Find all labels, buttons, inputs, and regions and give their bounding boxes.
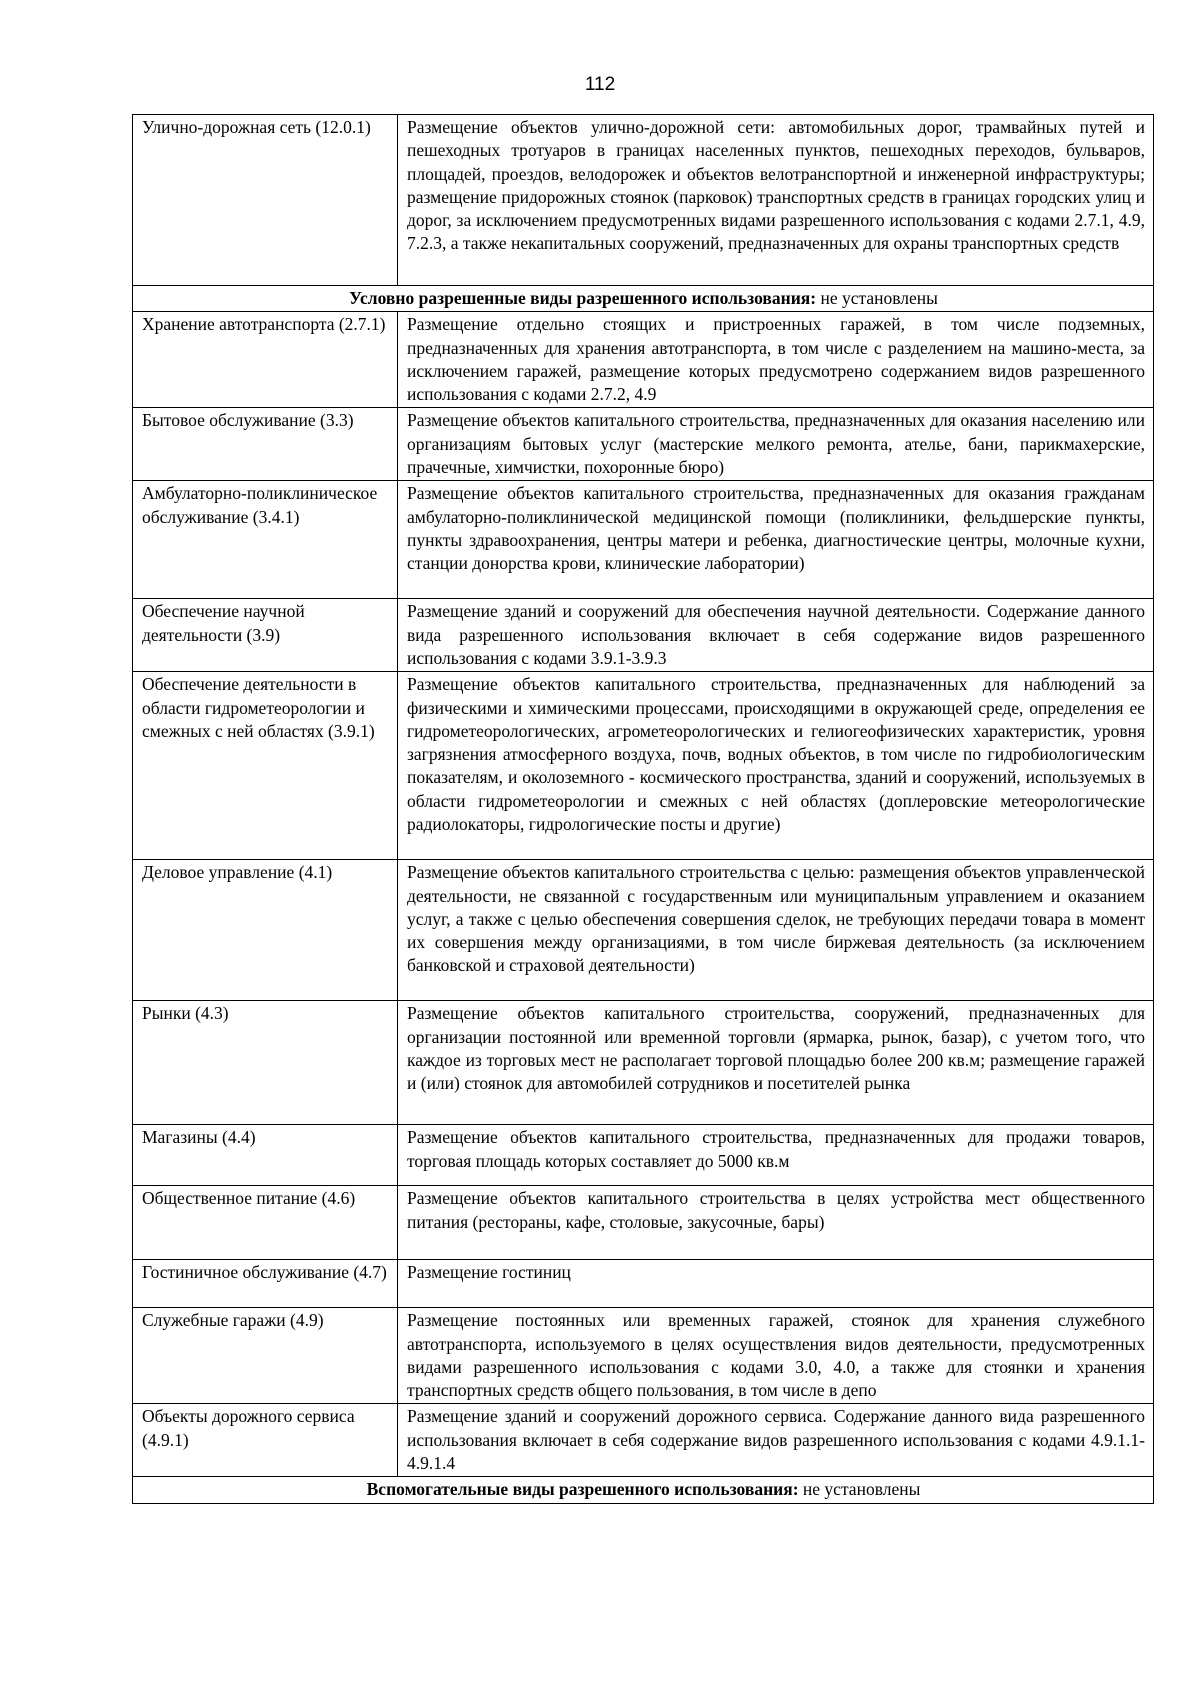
use-type-description: Размещение объектов капитального строительства, предназначенных для оказания населению или организациям бытовых услуг (мастерские мелкого ремонта, ателье, бани, парикмахерские, прачечные, химчистки, похоронные бюро) <box>398 408 1154 481</box>
table-row <box>133 860 1154 1001</box>
use-type-name: Хранение автотранспорта (2.7.1) <box>133 312 398 408</box>
use-type-name: Бытовое обслуживание (3.3) <box>133 408 398 481</box>
land-use-table <box>132 114 1154 1504</box>
use-type-name: Объекты дорожного сервиса (4.9.1) <box>133 1404 398 1477</box>
section-title-rest: не установлены <box>816 288 938 308</box>
section-title <box>133 1477 1154 1503</box>
use-type-description: Размещение постоянных или временных гаражей, стоянок для хранения служебного автотранспорта, используемого в целях осуществления видов деятельности, предусмотренных видами разрешенного использования с кодами 3.0, 4.0, а также для стоянки и хранения транспортных средств общего пользования, в том числе в депо <box>398 1308 1154 1404</box>
use-type-description: Размещение объектов капитального строительства с целью: размещения объектов управленческой деятельности, не связанной с государственным или муниципальным управлением и оказанием услуг, а также с целью обеспечения совершения сделок, не требующих передачи товара в момент их совершения между организациями, в том числе биржевая деятельность (за исключением банковской и страховой деятельности) <box>398 860 1154 1001</box>
use-type-description: Размещение объектов капитального строительства, предназначенных для продажи товаров, торговая площадь которых составляет до 5000 кв.м <box>398 1125 1154 1186</box>
use-type-description: Размещение гостиниц <box>398 1260 1154 1308</box>
section-header-conditional <box>133 286 1154 312</box>
section-title-rest: не установлены <box>798 1479 921 1500</box>
use-type-name: Улично-дорожная сеть (12.0.1) <box>133 115 398 286</box>
use-type-description: Размещение объектов капитального строительства, сооружений, предназначенных для организации постоянной или временной торговли (ярмарка, рынок, базар), с учетом того, что каждое из торговых мест не располагает торговой площадью более 200 кв.м; размещение гаражей и (или) стоянок для автомобилей сотрудников и посетителей рынка <box>398 1001 1154 1125</box>
use-type-name: Обеспечение деятельности в области гидрометеорологии и смежных с ней областях (3.9.1) <box>133 672 398 860</box>
use-type-name: Магазины (4.4) <box>133 1125 398 1186</box>
table-row <box>133 408 1154 481</box>
table-row <box>133 1001 1154 1125</box>
use-type-name: Рынки (4.3) <box>133 1001 398 1125</box>
use-type-description: Размещение зданий и сооружений для обеспечения научной деятельности. Содержание данного вида разрешенного использования включает в себя содержание видов разрешенного использования с кодами 3.9.1-3.9.3 <box>398 599 1154 672</box>
use-type-description: Размещение объектов капитального строительства, предназначенных для наблюдений за физическими и химическими процессами, происходящими в окружающей среде, определения ее гидрометеорологических, агрометеорологических и гелиогеофизических характеристик, уровня загрязнения атмосферного воздуха, почв, водных объектов, в том числе по гидробиологическим показателям, и околоземного - космического пространства, зданий и сооружений, используемых в области гидрометеорологии и смежных с ней областях (доплеровские метеорологические радиолокаторы, гидрологические посты и другие) <box>398 672 1154 860</box>
table-row <box>133 115 1154 286</box>
use-type-description: Размещение зданий и сооружений дорожного сервиса. Содержание данного вида разрешенного использования включает в себя содержание видов разрешенного использования с кодами 4.9.1.1-4.9.1.4 <box>398 1404 1154 1477</box>
use-type-name: Служебные гаражи (4.9) <box>133 1308 398 1404</box>
use-type-description: Размещение объектов капитального строительства в целях устройства мест общественного питания (рестораны, кафе, столовые, закусочные, бары) <box>398 1186 1154 1260</box>
table-row <box>133 1260 1154 1308</box>
table-row <box>133 1404 1154 1477</box>
section-title-bold: Вспомогательные виды разрешенного использования: <box>366 1479 799 1500</box>
section-title-bold: Условно разрешенные виды разрешенного использования: <box>349 288 817 308</box>
section-title <box>133 286 1154 312</box>
table-row <box>133 481 1154 599</box>
page-number: 112 <box>584 74 616 95</box>
table-row <box>133 599 1154 672</box>
table-row <box>133 1308 1154 1404</box>
table-row <box>133 672 1154 860</box>
use-type-name: Деловое управление (4.1) <box>133 860 398 1001</box>
table-row <box>133 1125 1154 1186</box>
use-type-name: Гостиничное обслуживание (4.7) <box>133 1260 398 1308</box>
table-row <box>133 1186 1154 1260</box>
use-type-description: Размещение объектов капитального строительства, предназначенных для оказания гражданам амбулаторно-поликлинической медицинской помощи (поликлиники, фельдшерские пункты, пункты здравоохранения, центры матери и ребенка, диагностические центры, молочные кухни, станции донорства крови, клинические лаборатории) <box>398 481 1154 599</box>
section-header-auxiliary <box>133 1477 1154 1503</box>
use-type-name: Обеспечение научной деятельности (3.9) <box>133 599 398 672</box>
use-type-description: Размещение объектов улично-дорожной сети: автомобильных дорог, трамвайных путей и пешеходных тротуаров в границах населенных пунктов, пешеходных переходов, бульваров, площадей, проездов, велодорожек и объектов велотранспортной и инженерной инфраструктуры; размещение придорожных стоянок (парковок) транспортных средств в границах городских улиц и дорог, за исключением предусмотренных видами разрешенного использования с кодами 2.7.1, 4.9, 7.2.3, а также некапитальных сооружений, предназначенных для охраны транспортных средств <box>398 115 1154 286</box>
table-row <box>133 312 1154 408</box>
use-type-name: Общественное питание (4.6) <box>133 1186 398 1260</box>
use-type-name: Амбулаторно-поликлиническое обслуживание (3.4.1) <box>133 481 398 599</box>
use-type-description: Размещение отдельно стоящих и пристроенных гаражей, в том числе подземных, предназначенных для хранения автотранспорта, в том числе с разделением на машино-места, за исключением гаражей, размещение которых предусмотрено содержанием видов разрешенного использования с кодами 2.7.2, 4.9 <box>398 312 1154 408</box>
